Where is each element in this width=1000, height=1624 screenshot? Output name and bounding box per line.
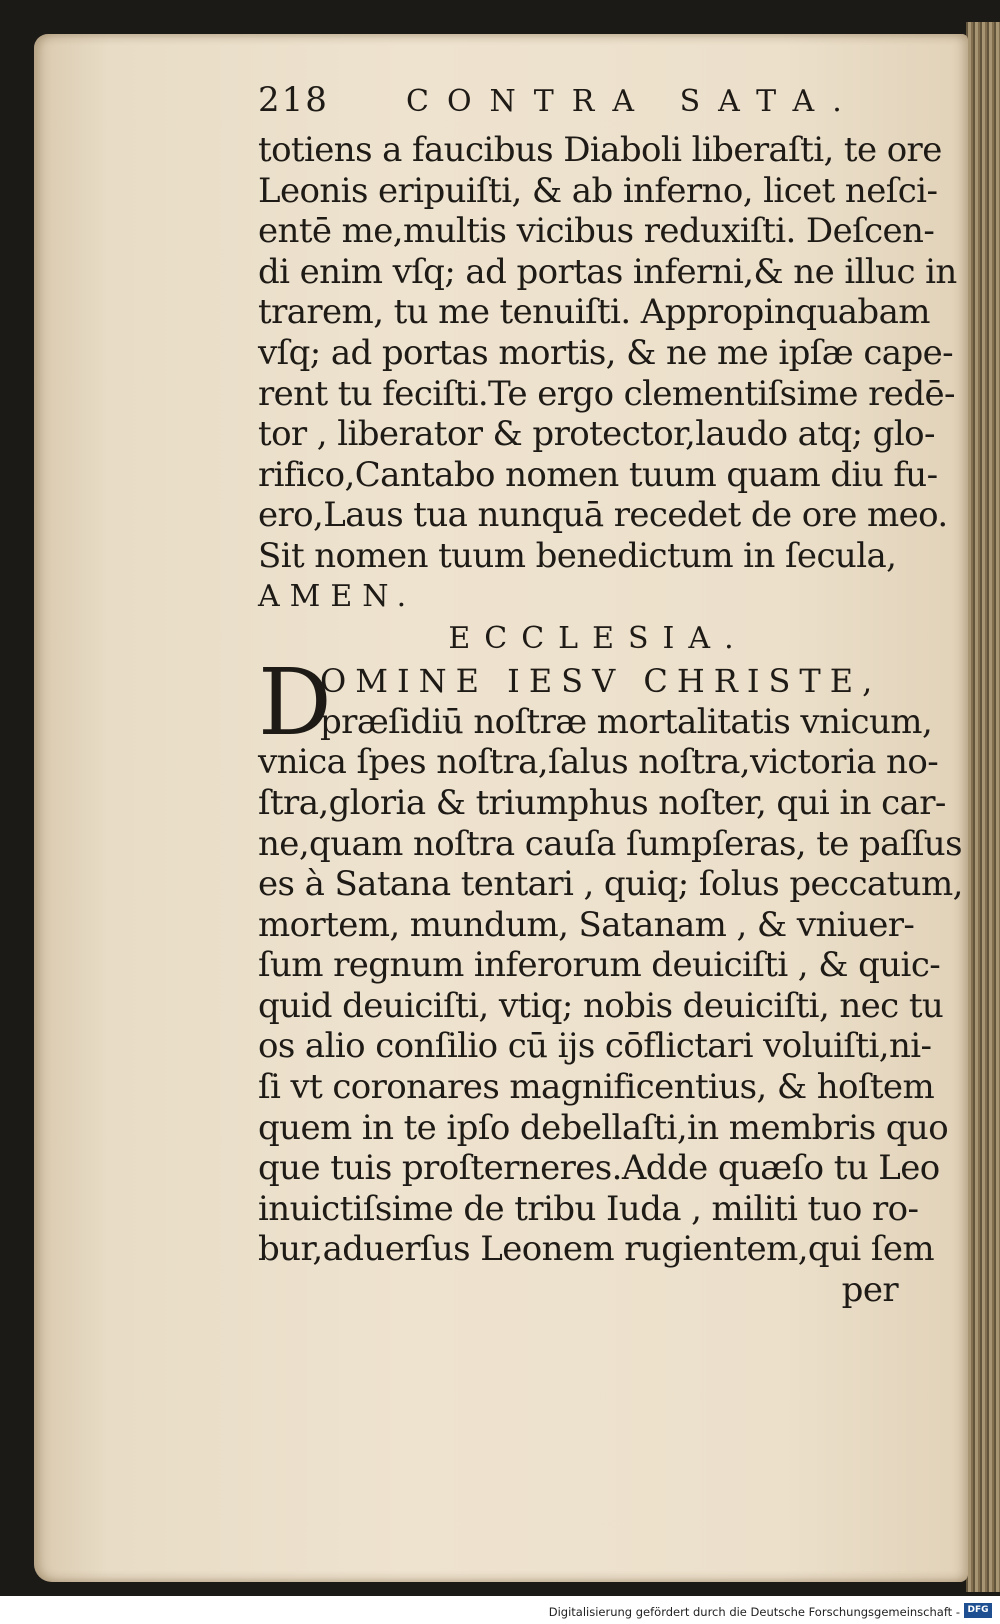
section-title: ECCLESIA. bbox=[448, 621, 748, 657]
text-line: mortem, mundum, Satanam , & vniuer- bbox=[258, 904, 915, 945]
text-line: di enim vſq; ad portas inferni,& ne illuc in bbox=[258, 251, 957, 292]
catchword: per bbox=[841, 1270, 898, 1311]
text-line: præſidiū noſtræ mortalitatis vnicum, bbox=[320, 701, 933, 742]
text-line: quem in te ipſo debellaſti,in membris quo bbox=[258, 1107, 949, 1148]
text-line: es à Satana tentari , quiq; ſolus peccatum, bbox=[258, 864, 963, 905]
text-line: vſq; ad portas mortis, & ne me ipſæ cape- bbox=[258, 332, 954, 373]
prayer-body bbox=[258, 649, 963, 1311]
invocation-line: OMINE IESV CHRISTE, bbox=[320, 662, 882, 701]
text-line: bur,aduerſus Leonem rugientem,qui ſem bbox=[258, 1229, 934, 1270]
text-block bbox=[258, 76, 963, 1311]
text-line: trarem, tu me tenuiſti. Appropinquabam bbox=[258, 292, 930, 333]
text-line: quid deuiciſti, vtiq; nobis deuiciſti, nec tu bbox=[258, 985, 944, 1026]
text-line: entē me,multis vicibus reduxiſti. Deſcen- bbox=[258, 211, 935, 252]
dfg-logo: DFG bbox=[964, 1603, 992, 1618]
text-line: rifico,Cantabo nomen tuum quam diu fu- bbox=[258, 454, 938, 495]
text-line: vnica ſpes noſtra,ſalus noſtra,victoria no- bbox=[258, 742, 939, 783]
text-line: ſtra,gloria & triumphus noſter, qui in car- bbox=[258, 782, 946, 823]
running-head bbox=[258, 76, 898, 130]
text-line: ſum regnum inferorum deuiciſti , & quic- bbox=[258, 945, 941, 986]
digitization-footer bbox=[0, 1598, 1000, 1624]
text-line: totiens a faucibus Diaboli liberaſti, te ore bbox=[258, 130, 942, 170]
running-title: CONTRA SATA. bbox=[406, 84, 860, 119]
drop-cap: D bbox=[258, 649, 332, 757]
text-line: tor , liberator & protector,laudo atq; glo- bbox=[258, 414, 935, 455]
text-line: rent tu feciſti.Te ergo clementiſsime redē- bbox=[258, 373, 955, 414]
text-line: Sit nomen tuum benedictum in ſecula, bbox=[258, 535, 897, 576]
text-line: que tuis proſterneres.Adde quæſo tu Leo bbox=[258, 1148, 940, 1189]
page-number: 218 bbox=[258, 80, 329, 120]
text-line: inuictiſsime de tribu Iuda , militi tuo ro- bbox=[258, 1188, 919, 1229]
text-line: os alio conſilio cū ijs cōflictari voluiſti,ni- bbox=[258, 1026, 932, 1067]
text-line: ſi vt coronares magnificentius, & hoſtem bbox=[258, 1067, 935, 1108]
text-line: Leonis eripuiſti, & ab inferno, licet neſci- bbox=[258, 170, 938, 211]
amen: AMEN. bbox=[258, 578, 417, 614]
text-line: ne,quam noſtra cauſa ſumpſeras, te paſſus bbox=[258, 823, 962, 864]
footer-credit: Digitalisierung gefördert durch die Deutsche Forschungsgemeinschaft - bbox=[548, 1605, 960, 1619]
text-line: ero,Laus tua nunquā recedet de ore meo. bbox=[258, 495, 948, 536]
book-fore-edge bbox=[966, 22, 1000, 1592]
prayer-end bbox=[258, 130, 957, 617]
